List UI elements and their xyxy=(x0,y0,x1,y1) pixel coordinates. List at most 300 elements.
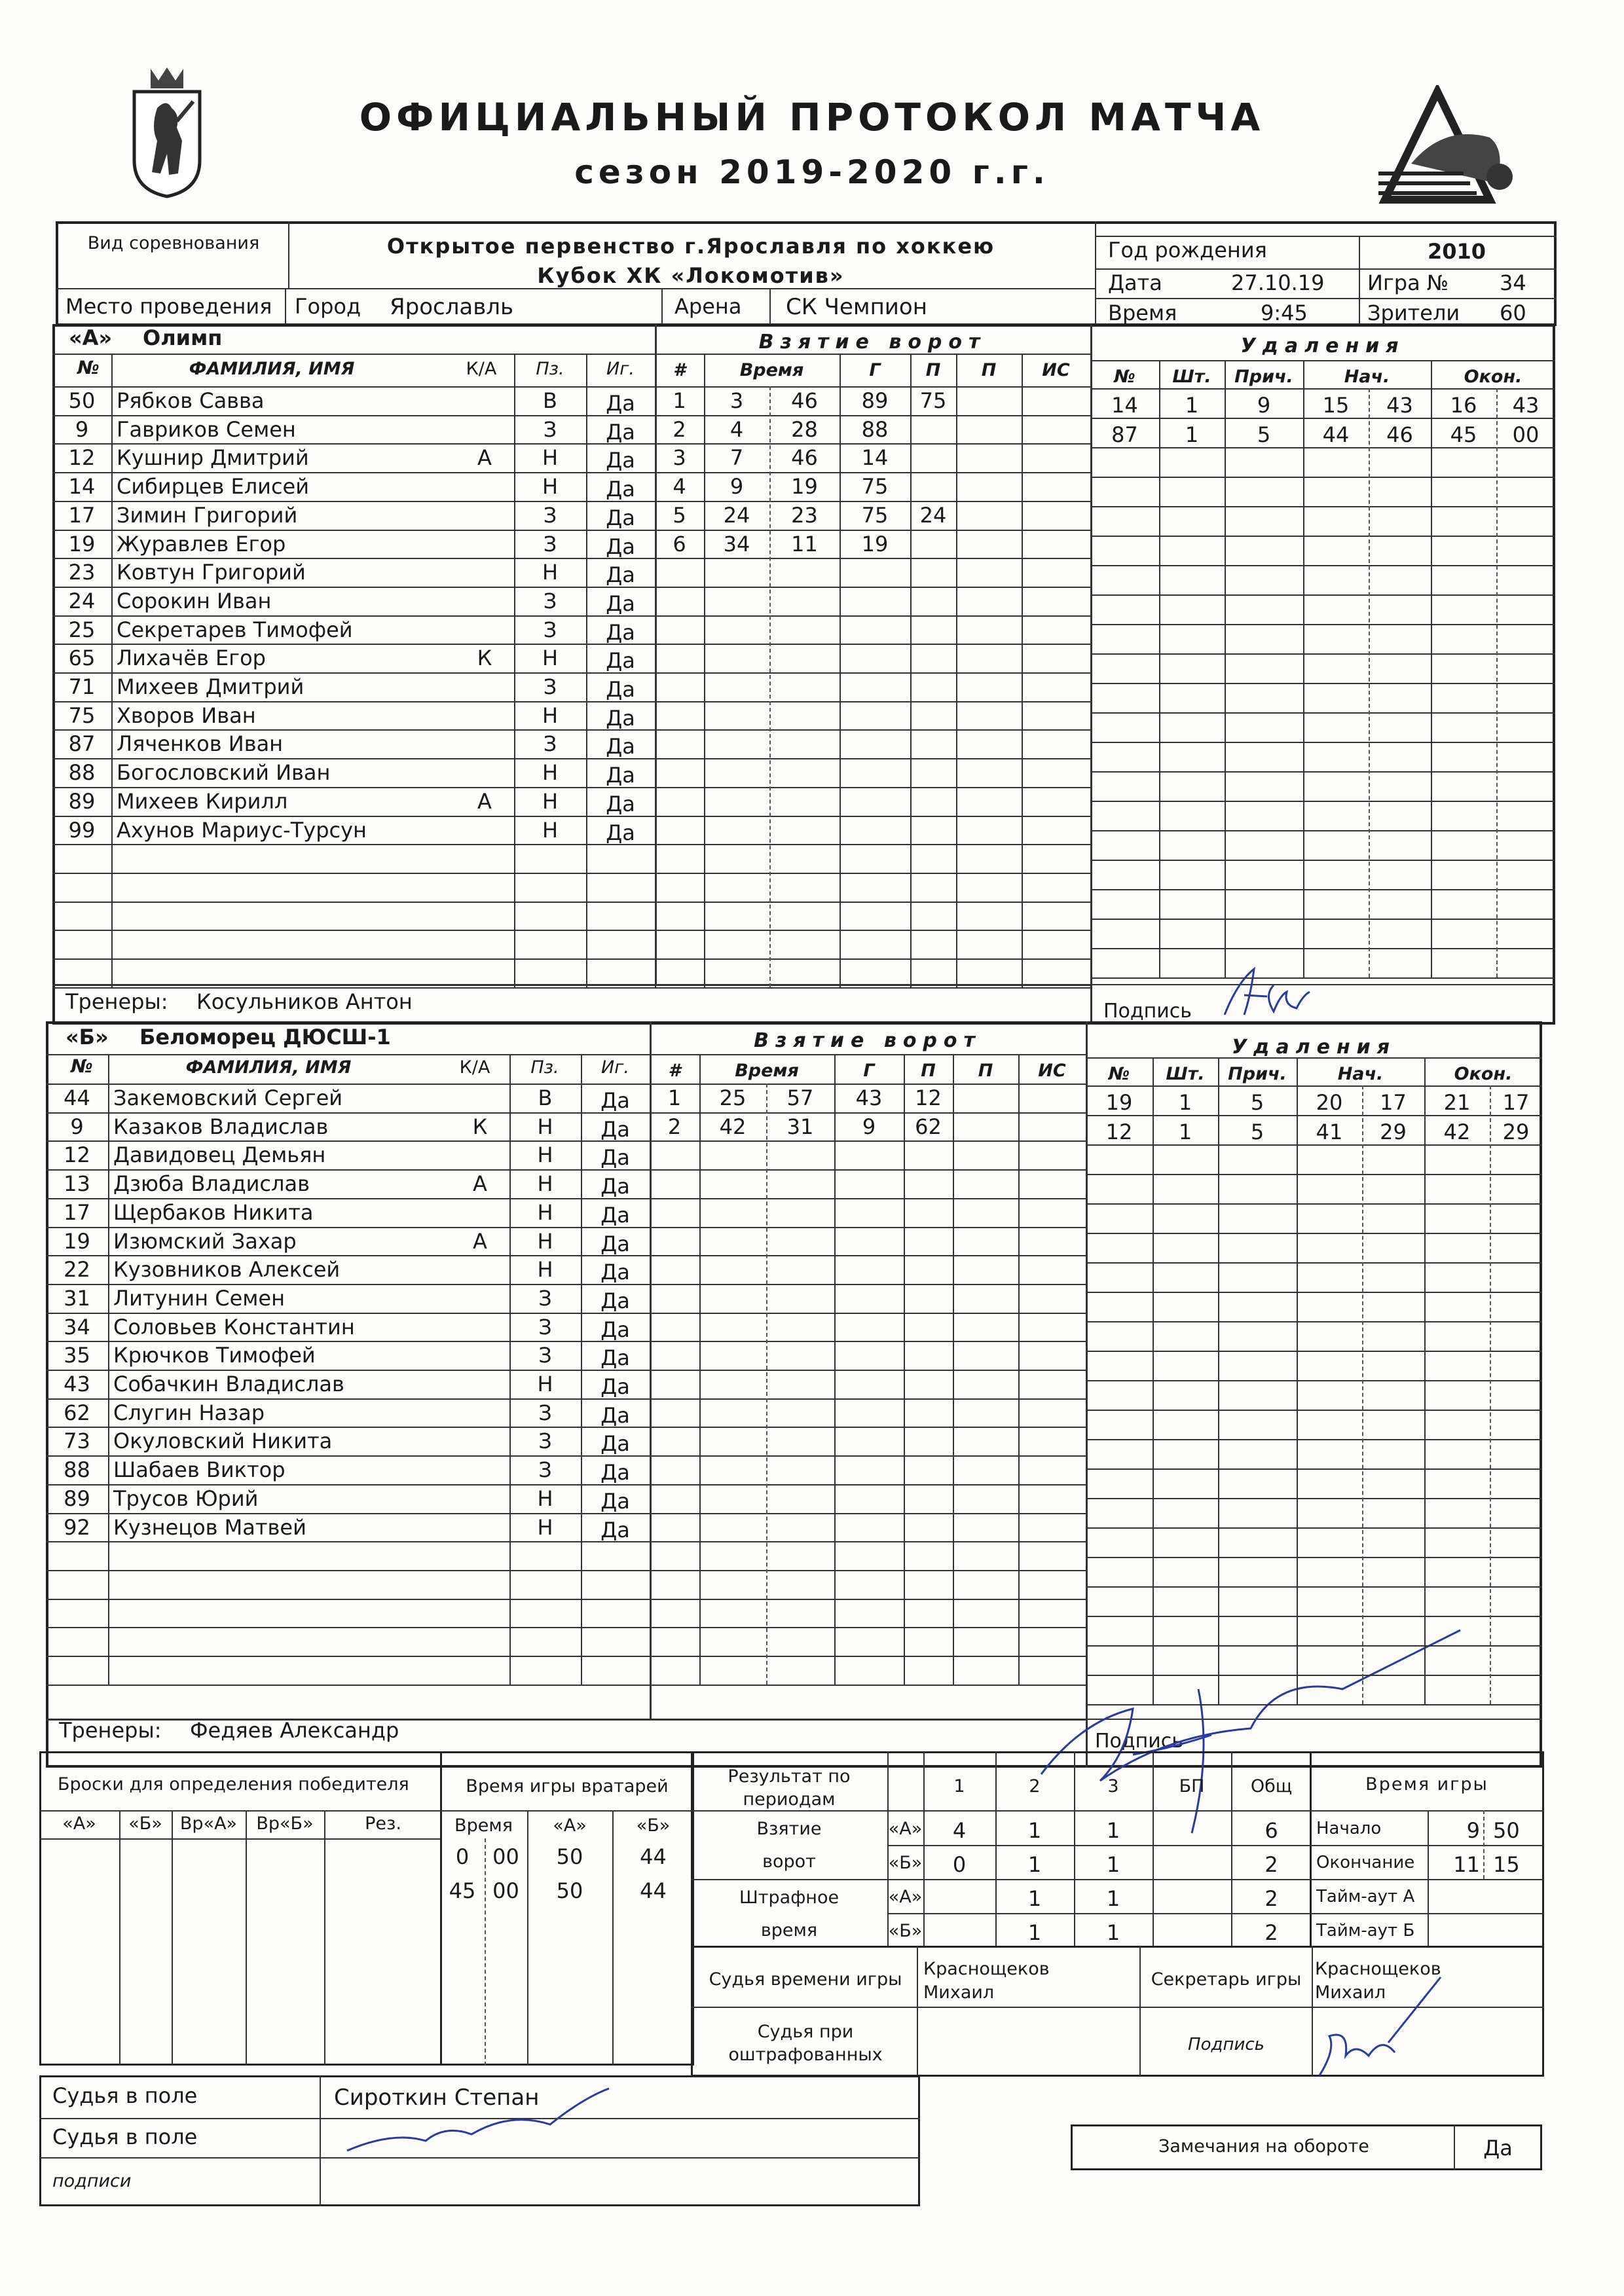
team-a-goals-header-time: Время xyxy=(739,360,804,380)
arena-value: СК Чемпион xyxy=(786,294,927,320)
team-a-goals-line xyxy=(655,615,1090,617)
team-b-coaches-label: Тренеры: xyxy=(59,1718,162,1743)
team-b-pen-reason: 5 xyxy=(1250,1090,1264,1115)
periods-team-label: «А» xyxy=(888,1887,923,1907)
team-a-pos-header: Пз. xyxy=(536,359,564,379)
team-a-player-name: Хворов Иван xyxy=(117,702,256,728)
team-b-player-played: Да xyxy=(600,1460,630,1485)
team-b-goal-minute: 25 xyxy=(719,1085,747,1110)
team-a-signature-label: Подпись xyxy=(1103,1000,1192,1023)
team-b-goals-line xyxy=(650,1685,1086,1686)
team-b-player-position: Н xyxy=(537,1485,553,1511)
team-b-pen-line xyxy=(1086,1557,1542,1558)
team-b-pen-start-sec: 29 xyxy=(1380,1120,1407,1144)
team-a-player-played: Да xyxy=(606,562,635,588)
game-end-label: Окончание xyxy=(1316,1853,1415,1872)
team-b-pen-line xyxy=(1086,1292,1542,1293)
team-b-player-number: 12 xyxy=(64,1142,90,1168)
date-label: Дата xyxy=(1108,270,1162,295)
team-b-pen-line xyxy=(1086,1203,1542,1205)
team-a-roster-line xyxy=(52,787,655,788)
team-b-player-position: Н xyxy=(537,1372,553,1396)
team-a-player-name: Сорокин Иван xyxy=(117,588,272,613)
team-a-pen-start-min: 15 xyxy=(1322,393,1350,418)
team-b-goal-number: 1 xyxy=(667,1085,682,1110)
team-a-goals-header-hash: # xyxy=(673,360,686,380)
team-b-player-position: Н xyxy=(537,1114,553,1139)
goalie-time-second: 00 xyxy=(492,1844,519,1869)
season-title: сезон 2019-2020 г.г. xyxy=(574,153,1050,191)
team-a-goals-line xyxy=(655,558,1090,559)
team-a-player-position: З xyxy=(543,588,557,613)
team-a-goals-line xyxy=(655,873,1090,874)
team-b-pen-line xyxy=(1086,1616,1542,1617)
team-b-player-played: Да xyxy=(600,1116,630,1142)
team-b-player-number: 9 xyxy=(70,1114,84,1139)
team-b-goal-minute: 42 xyxy=(719,1114,747,1139)
secretary-signature xyxy=(1310,1971,1454,2082)
team-b-coach-name: Федяев Александр xyxy=(190,1718,399,1743)
team-b-player-name: Шабаев Виктор xyxy=(113,1457,286,1483)
team-a-roster-line xyxy=(52,958,655,960)
team-a-ka-header: К/А xyxy=(466,359,497,379)
team-b-goals-header-assist2: П xyxy=(978,1061,993,1081)
team-b-player-played: Да xyxy=(600,1345,630,1371)
team-b-goals-line xyxy=(650,1513,1086,1514)
team-a-player-position: Н xyxy=(542,445,559,471)
team-a-goal-scorer: 75 xyxy=(861,474,889,500)
team-a-roster-col xyxy=(111,354,113,987)
periods-title-1: Результат по xyxy=(728,1766,851,1787)
team-a-pen-col xyxy=(1431,360,1432,977)
team-a-roster-line xyxy=(52,873,655,874)
team-a-player-played: Да xyxy=(606,391,635,416)
team-b-goal-number: 2 xyxy=(667,1114,682,1139)
team-b-player-name: Давидовец Демьян xyxy=(113,1142,326,1168)
team-b-pen-end-sec: 17 xyxy=(1502,1090,1530,1115)
periods-value: 0 xyxy=(952,1852,967,1877)
team-a-player-number: 12 xyxy=(68,445,96,471)
team-a-player-played: Да xyxy=(606,534,635,559)
team-a-player-played: Да xyxy=(606,820,635,845)
goalie-time-col-b: «Б» xyxy=(636,1815,671,1836)
team-a-pen-end-sec: 43 xyxy=(1512,393,1540,418)
team-b-pen-line xyxy=(1086,1115,1542,1116)
goalie-time-minute: 45 xyxy=(449,1878,476,1903)
team-a-player-name: Сибирцев Елисей xyxy=(117,474,310,500)
team-b-goals-line xyxy=(650,1370,1086,1371)
team-b-player-number: 43 xyxy=(64,1372,90,1396)
team-a-player-played: Да xyxy=(606,648,635,674)
team-a-pen-reason: 5 xyxy=(1257,422,1271,447)
team-a-goals-line xyxy=(655,758,1090,759)
secretary-name: Краснощеков Михаил xyxy=(1315,1959,1441,2003)
team-a-goal-second: 19 xyxy=(791,474,818,500)
team-a-goal-minute: 3 xyxy=(729,388,744,413)
team-b-player-position: З xyxy=(538,1457,552,1483)
team-b-goals-line xyxy=(650,1627,1086,1628)
team-b-pen-line xyxy=(1086,1321,1542,1322)
team-b-goals-col xyxy=(953,1054,954,1685)
team-b-player-played: Да xyxy=(600,1431,630,1457)
team-a-goal-minute: 24 xyxy=(723,502,750,528)
team-b-pen-start-min: 20 xyxy=(1316,1090,1343,1115)
team-a-player-position: Н xyxy=(542,788,559,814)
team-b-goals-header-situation: ИС xyxy=(1038,1061,1066,1081)
team-b-player-name: Слугин Назар xyxy=(113,1400,265,1425)
team-b-pen-line xyxy=(1086,1262,1542,1264)
periods-team-label: «Б» xyxy=(888,1921,923,1941)
team-b-player-name: Соловьев Константин xyxy=(113,1314,355,1339)
team-a-player-number: 24 xyxy=(68,588,96,613)
team-b-goals-line xyxy=(650,1599,1086,1600)
team-b-roster-line xyxy=(46,1484,650,1485)
team-b-goals-line xyxy=(650,1484,1086,1485)
team-a-player-position: Н xyxy=(542,702,559,728)
team-a-goals-line xyxy=(655,386,1090,388)
team-a-player-position: З xyxy=(543,502,557,528)
team-b-roster-line xyxy=(46,1541,650,1542)
team-b-pen-player: 12 xyxy=(1105,1120,1133,1144)
team-b-roster-line xyxy=(46,1656,650,1657)
team-b-player-position: Н xyxy=(537,1199,553,1225)
team-a-pen-player: 14 xyxy=(1111,393,1138,418)
team-b-pen-minutes: 1 xyxy=(1178,1090,1192,1115)
team-b-player-name: Кузнецов Матвей xyxy=(113,1514,306,1540)
team-a-player-position: З xyxy=(543,674,557,699)
periods-col-1: 1 xyxy=(953,1776,965,1796)
goalie-time-second: 00 xyxy=(492,1878,519,1903)
team-b-player-played: Да xyxy=(600,1260,630,1285)
team-a-player-played: Да xyxy=(606,419,635,445)
team-a-player-name: Кушнир Дмитрий xyxy=(117,445,309,471)
game-no-value: 34 xyxy=(1500,270,1526,295)
remarks-label: Замечания на обороте xyxy=(1158,2136,1369,2157)
team-b-pen-head-bottom xyxy=(1086,1085,1542,1087)
team-b-name: Беломорец ДЮСШ-1 xyxy=(139,1025,391,1049)
team-b-goals-header-assist1: П xyxy=(921,1061,936,1081)
penalty-judge-label-1: Судья при xyxy=(757,2022,854,2042)
team-b-roster-line xyxy=(46,1313,650,1314)
referee-signature xyxy=(341,2085,616,2157)
shootout-title: Броски для определения победителя xyxy=(58,1774,409,1795)
team-b-goals-line xyxy=(650,1427,1086,1428)
city-value: Ярославль xyxy=(390,294,514,320)
team-b-player-played: Да xyxy=(600,1288,630,1313)
goalie-time-col-time: Время xyxy=(454,1815,513,1836)
shootout-col-b: «Б» xyxy=(128,1813,162,1834)
team-a-goals-line xyxy=(655,672,1090,674)
team-a-player-position: В xyxy=(543,388,557,413)
team-a-roster-line xyxy=(52,672,655,674)
team-a-pen-end-min: 45 xyxy=(1450,422,1477,447)
team-a-pen-start-sec: 46 xyxy=(1386,422,1413,447)
team-a-player-number: 89 xyxy=(68,788,96,814)
remarks-value: Да xyxy=(1483,2136,1513,2160)
team-a-player-played: Да xyxy=(606,763,635,788)
goalie-time-col-a: «А» xyxy=(553,1815,587,1836)
team-b-player-position: Н xyxy=(537,1257,553,1283)
team-b-pen-line xyxy=(1086,1675,1542,1676)
team-a-roster-line xyxy=(52,472,655,473)
team-b-player-number: 22 xyxy=(64,1257,90,1283)
team-a-pen-end-divider xyxy=(1496,388,1498,977)
team-a-goal-minute: 9 xyxy=(729,474,744,500)
periods-value: 2 xyxy=(1264,1886,1278,1911)
team-a-player-name: Ляченков Иван xyxy=(117,731,284,757)
team-a-pen-header-reason: Прич. xyxy=(1234,367,1293,387)
team-b-player-position: В xyxy=(538,1085,553,1110)
team-b-roster-col xyxy=(108,1054,109,1685)
periods-col-3: 3 xyxy=(1107,1776,1119,1796)
team-b-player-number: 17 xyxy=(64,1199,90,1225)
team-b-pen-header-num: № xyxy=(1108,1064,1130,1084)
team-b-pen-line xyxy=(1086,1144,1542,1146)
team-b-player-position: З xyxy=(538,1343,552,1368)
penalty-judge-label-2: оштрафованных xyxy=(728,2045,883,2065)
team-a-player-number: 9 xyxy=(75,416,89,442)
team-b-player-name: Собачкин Владислав xyxy=(113,1372,344,1396)
team-b-goals-line xyxy=(650,1284,1086,1285)
team-b-player-name: Щербаков Никита xyxy=(113,1199,314,1225)
team-b-player-played: Да xyxy=(600,1488,630,1514)
team-b-pen-start-min: 41 xyxy=(1316,1120,1343,1144)
team-b-roster-line xyxy=(46,1685,650,1686)
team-b-roster-line xyxy=(46,1570,650,1571)
team-a-pen-player: 87 xyxy=(1111,422,1138,447)
team-b-goals-line xyxy=(650,1398,1086,1400)
team-a-player-name: Михеев Кирилл xyxy=(117,788,288,814)
timeout-a-label: Тайм-аут А xyxy=(1316,1887,1415,1906)
team-a-player-name: Михеев Дмитрий xyxy=(117,674,304,699)
team-a-goal-second: 46 xyxy=(791,445,818,471)
team-a-goals-line xyxy=(655,729,1090,731)
time-label: Время xyxy=(1108,301,1177,325)
team-a-player-name: Богословский Иван xyxy=(117,760,331,786)
team-a-roster-line xyxy=(52,758,655,759)
team-b-pen-start-sec: 17 xyxy=(1380,1090,1407,1115)
team-b-pen-end-divider xyxy=(1490,1085,1491,1704)
team-b-player-position: З xyxy=(538,1429,552,1454)
team-a-goals-line xyxy=(655,701,1090,702)
periods-pen-label-2: время xyxy=(760,1920,818,1941)
team-a-roster-line xyxy=(52,729,655,731)
team-b-player-position: З xyxy=(538,1400,552,1425)
referee-label-2: Судья в поле xyxy=(52,2124,198,2149)
team-a-player-name: Секретарев Тимофей xyxy=(117,617,353,642)
team-b-player-ka: К xyxy=(472,1114,488,1139)
team-a-name-header: ФАМИЛИЯ, ИМЯ xyxy=(189,359,355,379)
team-b-roster-line xyxy=(46,1198,650,1199)
team-a-roster-line xyxy=(52,587,655,588)
team-a-tag: «А» xyxy=(69,325,113,350)
team-a-player-played: Да xyxy=(606,591,635,616)
secretary-label: Секретарь игры xyxy=(1151,1969,1302,1990)
team-a-goals-line xyxy=(655,472,1090,473)
team-b-player-position: З xyxy=(538,1285,552,1311)
timeout-b-label: Тайм-аут Б xyxy=(1316,1921,1415,1941)
team-a-goals-line xyxy=(655,530,1090,531)
competition-line1: Открытое первенство г.Ярославля по хоккею xyxy=(386,234,995,259)
team-a-player-ka: А xyxy=(477,445,492,471)
team-a-goals-line xyxy=(655,902,1090,903)
team-a-roster-head-line xyxy=(52,354,655,355)
team-a-roster-line xyxy=(52,530,655,531)
team-a-goal-minute: 34 xyxy=(723,531,750,556)
team-b-pen-line xyxy=(1086,1439,1542,1440)
periods-team-label: «А» xyxy=(888,1819,923,1839)
periods-value: 2 xyxy=(1264,1920,1278,1945)
team-a-player-position: З xyxy=(543,731,557,757)
shootout-col-a: «А» xyxy=(62,1813,96,1834)
team-b-pen-end-min: 21 xyxy=(1443,1090,1471,1115)
team-b-pen-header-end: Окон. xyxy=(1454,1064,1513,1084)
team-a-goals-col xyxy=(1022,354,1023,987)
team-a-pen-col xyxy=(1159,360,1160,977)
team-b-player-played: Да xyxy=(600,1317,630,1342)
team-a-pen-header-start: Нач. xyxy=(1344,367,1390,387)
team-b-player-number: 34 xyxy=(64,1314,90,1339)
periods-title-2: периодам xyxy=(743,1789,836,1810)
periods-value: 4 xyxy=(952,1818,967,1843)
team-b-player-played: Да xyxy=(600,1202,630,1228)
team-a-roster-line xyxy=(52,902,655,903)
team-b-goal-second: 31 xyxy=(786,1114,814,1139)
team-b-goals-title: Взятие ворот xyxy=(754,1029,982,1052)
team-b-goals-line xyxy=(650,1084,1086,1085)
team-b-goal-second: 57 xyxy=(786,1085,814,1110)
periods-value: 1 xyxy=(1027,1818,1042,1843)
team-a-player-number: 50 xyxy=(68,388,96,413)
team-a-player-played: Да xyxy=(606,734,635,759)
game-no-label: Игра № xyxy=(1367,270,1449,295)
birth-year-value: 2010 xyxy=(1428,239,1486,264)
team-b-player-played: Да xyxy=(600,1402,630,1428)
team-a-player-number: 17 xyxy=(68,502,96,528)
goalie-time-b: 44 xyxy=(640,1844,667,1869)
team-a-player-name: Лихачёв Егор xyxy=(117,646,266,671)
team-a-player-played: Да xyxy=(606,448,635,473)
team-a-goal-second: 46 xyxy=(791,388,818,413)
periods-team-label: «Б» xyxy=(888,1853,923,1873)
team-a-player-number: 19 xyxy=(68,531,96,556)
team-a-goal-second: 28 xyxy=(791,416,818,442)
team-b-goals-line xyxy=(650,1541,1086,1542)
team-b-goals-line xyxy=(650,1198,1086,1199)
team-a-player-number: 99 xyxy=(68,817,96,843)
team-a-goals-line xyxy=(655,443,1090,445)
team-a-penalties-title: Удаления xyxy=(1240,335,1405,357)
team-a-goal-minute: 7 xyxy=(729,445,744,471)
team-b-goals-header-hash: # xyxy=(668,1061,681,1081)
team-a-roster-line xyxy=(52,816,655,817)
team-b-pen-line xyxy=(1086,1410,1542,1411)
team-b-pen-col xyxy=(1424,1057,1426,1704)
team-b-goals-time-divider xyxy=(766,1084,767,1685)
team-a-pen-minutes: 1 xyxy=(1185,393,1199,418)
team-b-roster-line xyxy=(46,1169,650,1171)
team-b-player-number: 44 xyxy=(64,1085,90,1110)
team-b-tag: «Б» xyxy=(65,1025,109,1049)
team-a-player-name: Ахунов Мариус-Турсун xyxy=(117,817,367,843)
team-b-player-played: Да xyxy=(600,1088,630,1113)
team-a-goal-minute: 4 xyxy=(729,416,744,442)
team-b-player-name: Крючков Тимофей xyxy=(113,1343,316,1368)
team-a-goal-number: 5 xyxy=(673,502,686,528)
team-b-player-played: Да xyxy=(600,1231,630,1256)
team-b-goal-scorer: 9 xyxy=(862,1114,876,1139)
team-a-pen-header-end: Окон. xyxy=(1464,367,1522,387)
team-a-player-position: З xyxy=(543,617,557,642)
venue-label: Место проведения xyxy=(65,294,272,319)
team-a-goal-number: 4 xyxy=(673,474,686,500)
game-start-hour: 9 xyxy=(1466,1818,1480,1843)
team-a-num-header: № xyxy=(77,357,100,378)
goalie-time-minute: 0 xyxy=(455,1844,470,1869)
yaroslavl-coat-of-arms xyxy=(131,62,203,200)
team-a-goal-scorer: 89 xyxy=(861,388,889,413)
periods-value: 6 xyxy=(1264,1818,1278,1843)
team-a-goals-line xyxy=(655,958,1090,960)
team-a-pen-col xyxy=(1225,360,1226,977)
team-a-goals-line xyxy=(655,415,1090,416)
periods-goals-label-2: ворот xyxy=(762,1851,816,1872)
team-b-roster-line xyxy=(46,1255,650,1256)
periods-goals-label-1: Взятие xyxy=(756,1819,822,1839)
team-a-player-played: Да xyxy=(606,619,635,645)
birth-year-label: Год рождения xyxy=(1108,238,1267,263)
team-b-pen-line xyxy=(1086,1468,1542,1470)
time-value: 9:45 xyxy=(1261,301,1308,325)
team-b-roster-line xyxy=(46,1627,650,1628)
team-b-goals-head-top xyxy=(650,1054,1086,1055)
team-b-goals-col xyxy=(834,1054,836,1685)
team-a-player-position: Н xyxy=(542,817,559,843)
periods-col-2: 2 xyxy=(1029,1776,1041,1796)
team-b-goal-assist1: 62 xyxy=(915,1114,942,1139)
team-b-pen-start-divider xyxy=(1362,1085,1363,1704)
team-a-goal-number: 3 xyxy=(673,445,686,471)
team-b-pen-reason: 5 xyxy=(1250,1120,1264,1144)
team-a-player-played: Да xyxy=(606,505,635,530)
team-b-goal-scorer: 43 xyxy=(855,1085,883,1110)
team-a-goals-header-situation: ИС xyxy=(1042,360,1070,380)
team-a-roster-line xyxy=(52,701,655,702)
team-a-goal-number: 6 xyxy=(673,531,686,556)
spectators-value: 60 xyxy=(1500,301,1526,325)
team-a-coach-name: Косульников Антон xyxy=(196,989,413,1014)
team-a-roster-line xyxy=(52,644,655,645)
team-b-player-number: 35 xyxy=(64,1343,90,1368)
team-b-pen-player: 19 xyxy=(1105,1090,1133,1115)
team-a-goal-assist1: 24 xyxy=(919,502,947,528)
team-a-player-name: Журавлев Егор xyxy=(117,531,286,556)
team-b-num-header: № xyxy=(71,1055,93,1077)
periods-col-БП: БП xyxy=(1179,1776,1205,1796)
team-b-player-name: Кузовников Алексей xyxy=(113,1257,341,1283)
team-a-player-position: Н xyxy=(542,760,559,786)
team-b-signature-label: Подпись xyxy=(1095,1730,1183,1753)
team-b-pen-line xyxy=(1086,1645,1542,1647)
team-b-roster-line xyxy=(46,1455,650,1457)
team-b-player-number: 13 xyxy=(64,1171,90,1197)
team-a-player-ka: К xyxy=(477,646,492,671)
shootout-col-vra: Вр«А» xyxy=(179,1813,238,1834)
team-a-player-position: Н xyxy=(542,646,559,671)
team-a-goals-line xyxy=(655,644,1090,645)
game-time-title: Время игры xyxy=(1365,1774,1488,1795)
team-b-goals-line xyxy=(650,1313,1086,1314)
